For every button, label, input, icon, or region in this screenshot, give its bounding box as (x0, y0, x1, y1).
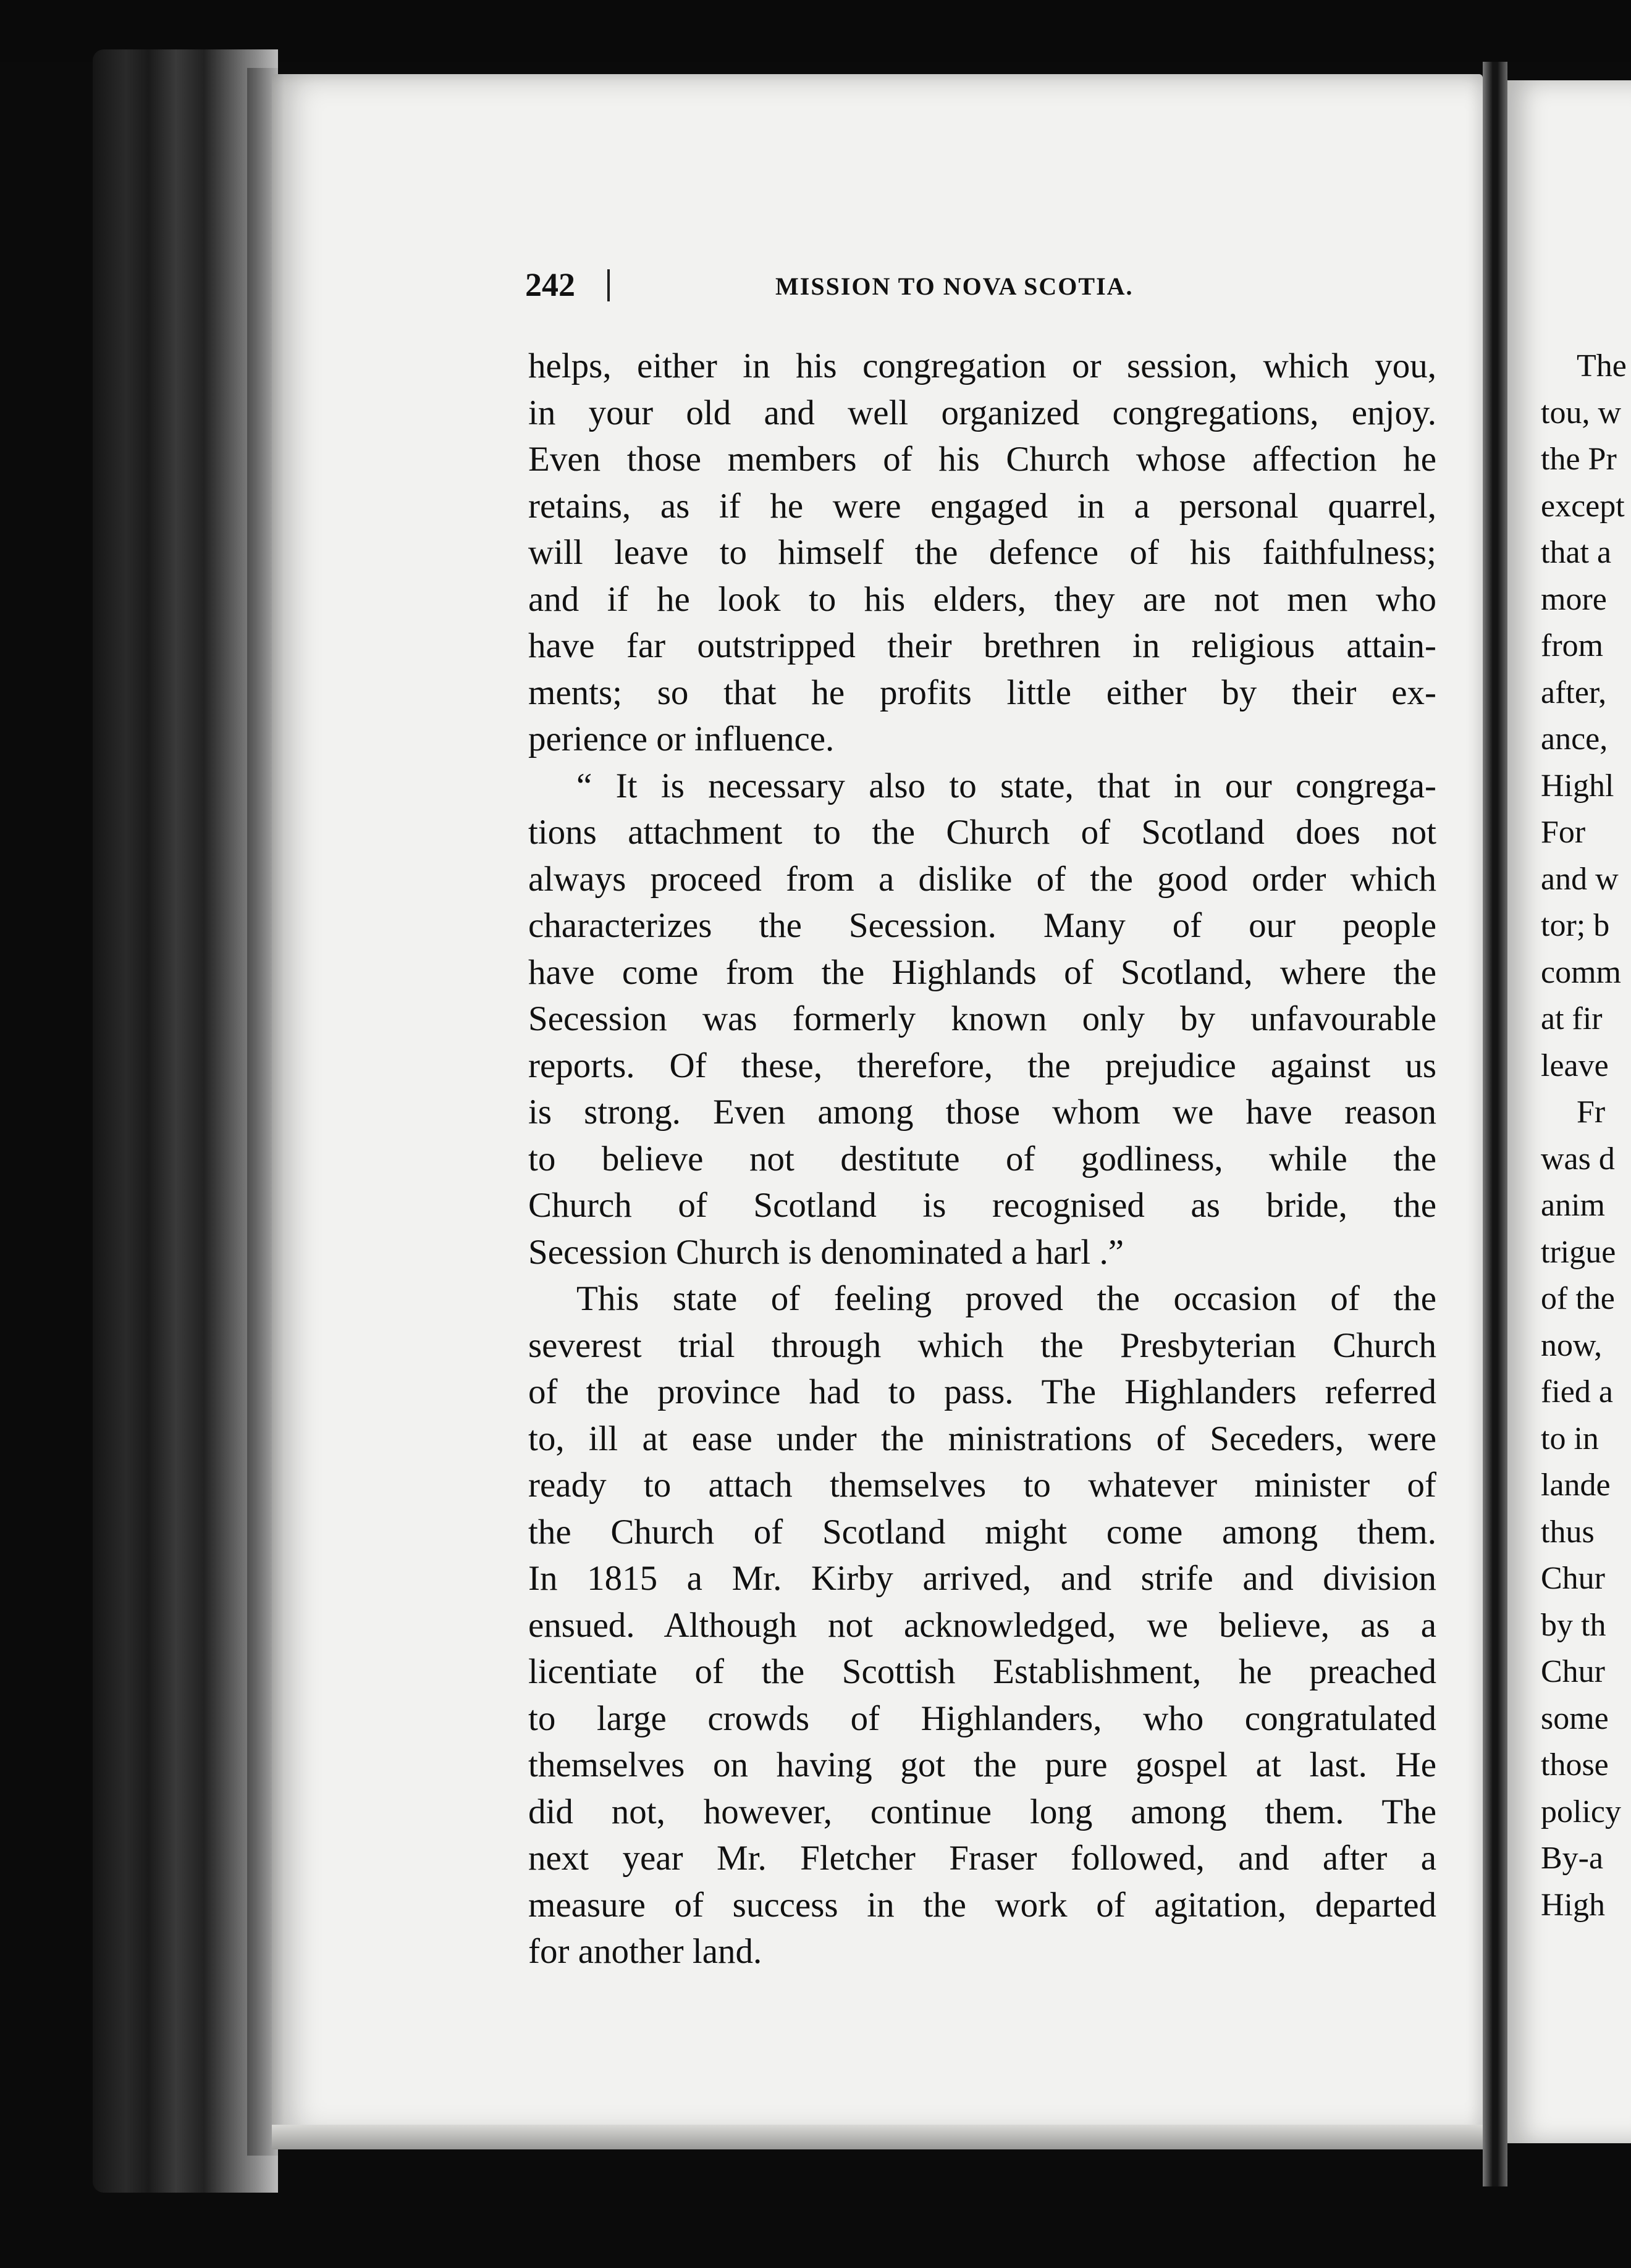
facing-page-line: lande (1541, 1468, 1611, 1503)
text-line: Secession Church is denominated a harl .” (528, 1232, 1124, 1272)
facing-page-line: policy (1541, 1794, 1621, 1829)
text-line: is strong. Even among those whom we have reason (528, 1093, 1436, 1132)
facing-page-line: For (1541, 815, 1586, 850)
facing-page-line: leave (1541, 1048, 1609, 1083)
facing-page-line: trigue (1541, 1234, 1616, 1270)
facing-page-line: of the (1541, 1281, 1615, 1316)
text-line: perience or influence. (528, 720, 835, 758)
body-text (528, 343, 1436, 1975)
facing-page-line: those (1541, 1747, 1609, 1783)
facing-page-line: fied a (1541, 1374, 1613, 1409)
page-number: 242 (525, 266, 575, 303)
facing-page-line: at fir (1541, 1001, 1603, 1036)
text-line: Secession was formerly known only by unfavourable (528, 999, 1436, 1038)
facing-page-line: from (1541, 628, 1604, 663)
text-line: did not, however, continue long among them. The (528, 1792, 1436, 1831)
text-line: This state of feeling proved the occasion of the (576, 1279, 1436, 1318)
text-line: next year Mr. Fletcher Fraser followed, and after a (528, 1839, 1436, 1878)
text-line: to large crowds of Highlanders, who congratulated (528, 1699, 1436, 1738)
text-line: In 1815 a Mr. Kirby arrived, and strife and division (528, 1559, 1436, 1598)
text-line: Even those members of his Church whose affection he (528, 440, 1436, 479)
text-line: ensued. Although not acknowledged, we believe, as a (528, 1605, 1436, 1645)
text-line: ready to attach themselves to whatever minister of (528, 1466, 1436, 1505)
page-shadow (247, 68, 284, 2156)
facing-page-line: now, (1541, 1327, 1603, 1363)
text-line: tions attachment to the Church of Scotland does not (528, 813, 1436, 852)
book-gutter (1483, 62, 1507, 2186)
text-line: always proceed from a dislike of the good order which (528, 859, 1436, 899)
facing-page-line: and w (1541, 861, 1619, 897)
text-line: retains, as if he were engaged in a personal quarrel, (528, 486, 1436, 526)
text-line: reports. Of these, therefore, the prejudice against us (528, 1046, 1436, 1085)
facing-page-line: more (1541, 581, 1607, 617)
text-line: severest trial through which the Presbyterian Church (528, 1325, 1436, 1365)
facing-page-line: By-a (1541, 1841, 1604, 1876)
page-bottom-edge (272, 2125, 1483, 2149)
facing-page-line: Highl (1541, 768, 1614, 804)
facing-page-line: Chur (1541, 1561, 1605, 1596)
text-line: to believe not destitute of godliness, while the (528, 1139, 1436, 1178)
text-line: to, ill at ease under the ministrations of Seceders, were (528, 1419, 1436, 1458)
facing-page-line: The (1577, 348, 1627, 384)
text-line: helps, either in his congregation or session, which you, (528, 346, 1436, 385)
facing-page-line: tou, w (1541, 395, 1621, 430)
facing-page-line: tor; b (1541, 908, 1610, 943)
facing-page-line: Fr (1577, 1094, 1606, 1130)
text-line: of the province had to pass. The Highlanders referred (528, 1372, 1436, 1411)
facing-page-text (1541, 343, 1631, 1928)
text-line: measure of success in the work of agitation, departed (528, 1885, 1436, 1925)
facing-page-line: after, (1541, 674, 1607, 710)
facing-page-line: High (1541, 1887, 1605, 1923)
facing-page-line: comm (1541, 954, 1621, 990)
facing-page-line: was d (1541, 1141, 1615, 1177)
page-header (525, 266, 1439, 315)
text-line: Church of Scotland is recognised as bride, the (528, 1186, 1436, 1225)
text-line: ments; so that he profits little either by their ex- (528, 673, 1436, 712)
header-divider (607, 269, 610, 301)
facing-page-line: some (1541, 1700, 1609, 1736)
text-line: characterizes the Secession. Many of our people (528, 906, 1436, 945)
text-line: in your old and well organized congregations, enjoy. (528, 393, 1436, 432)
text-line: for another land. (528, 1932, 762, 1971)
running-title: MISSION TO NOVA SCOTIA. (775, 272, 1134, 300)
text-line: have come from the Highlands of Scotland, where the (528, 952, 1436, 992)
text-line: and if he look to his elders, they are not men who (528, 579, 1436, 619)
facing-page-line: by th (1541, 1607, 1606, 1643)
facing-page-line: except (1541, 488, 1625, 524)
facing-page-line: ance, (1541, 721, 1608, 757)
text-line: the Church of Scotland might come among them. (528, 1512, 1436, 1552)
facing-page-line: Chur (1541, 1654, 1605, 1689)
text-line: licentiate of the Scottish Establishment, he preached (528, 1652, 1436, 1691)
facing-page-line: the Pr (1541, 442, 1617, 477)
text-line: “ It is necessary also to state, that in our congrega- (576, 766, 1436, 805)
facing-page-line: thus (1541, 1514, 1595, 1550)
facing-page-line: to in (1541, 1421, 1599, 1456)
text-line: will leave to himself the defence of his faithfulness; (528, 533, 1436, 572)
text-line: themselves on having got the pure gospel at last. He (528, 1745, 1436, 1784)
facing-page-line: anim (1541, 1188, 1605, 1223)
text-line: have far outstripped their brethren in religious attain- (528, 626, 1436, 665)
facing-page-line: that a (1541, 535, 1612, 570)
